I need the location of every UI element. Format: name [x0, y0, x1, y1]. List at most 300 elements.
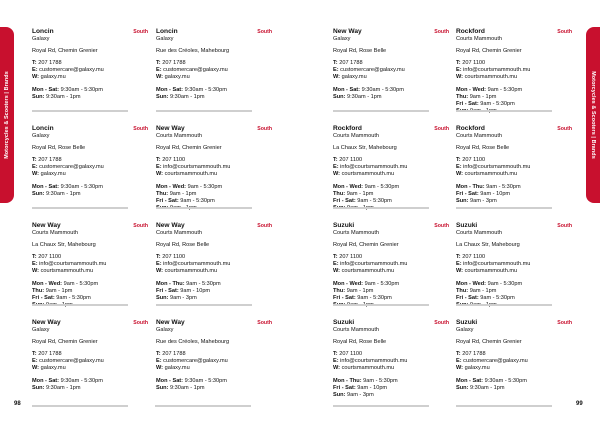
- hours-line: [156, 295, 272, 302]
- website-link[interactable]: courtsmammouth.mu: [341, 268, 395, 275]
- page-number-right: 99: [576, 401, 583, 407]
- region-label: South: [434, 126, 449, 132]
- card-header: [333, 125, 449, 133]
- web-line: W: galaxy.mu: [156, 365, 190, 372]
- brand-name: New Way: [333, 28, 362, 35]
- website-link[interactable]: galaxy.mu: [40, 171, 66, 178]
- card-header: [156, 222, 272, 230]
- hours-time: 9:30am - 5:30pm: [184, 86, 227, 93]
- hours-line: [456, 385, 572, 392]
- hours-line: [333, 198, 449, 205]
- hours-line: [32, 295, 148, 302]
- email-line: E: customercare@galaxy.mu: [156, 67, 228, 74]
- email-link[interactable]: customercare@galaxy.mu: [39, 67, 104, 74]
- dealer-card: [456, 28, 572, 115]
- phone-line: T: 207 1788: [32, 351, 62, 358]
- email-line: E: customercare@galaxy.mu: [156, 358, 228, 365]
- website-link[interactable]: courtsmammouth.mu: [464, 171, 518, 178]
- email-line: E: info@courtsmammouth.mu: [333, 358, 408, 365]
- hours-time: 9am - 1pm: [45, 287, 73, 294]
- address: La Chaux Str, Mahebourg: [456, 242, 520, 249]
- hours-days: Fri - Sat:: [456, 294, 479, 301]
- phone-line: T: 207 1100: [456, 254, 486, 261]
- email-link[interactable]: info@courtsmammouth.mu: [340, 261, 408, 268]
- email-line: E: customercare@galaxy.mu: [333, 67, 405, 74]
- dealer-card: [156, 222, 272, 302]
- region-label: South: [557, 29, 572, 35]
- email-link[interactable]: customercare@galaxy.mu: [39, 164, 104, 171]
- hours-days: Mon - Wed:: [456, 86, 487, 93]
- hours-line: [156, 378, 272, 385]
- hours-time: 9:30am - 5:30pm: [361, 86, 404, 93]
- hours-line: [32, 94, 148, 101]
- card-divider: [333, 207, 429, 209]
- website-link[interactable]: courtsmammouth.mu: [164, 268, 218, 275]
- web-line: W: courtsmammouth.mu: [32, 268, 94, 275]
- contacts: [32, 351, 148, 372]
- spine-tab-right: [586, 27, 600, 203]
- email-link[interactable]: info@courtsmammouth.mu: [463, 164, 531, 171]
- hours-time: 9am - 5:30pm: [186, 280, 221, 287]
- email-link[interactable]: info@courtsmammouth.mu: [39, 261, 107, 268]
- opening-hours: [333, 87, 449, 101]
- web-line: W: courtsmammouth.mu: [333, 171, 395, 178]
- hours-line: [156, 385, 272, 392]
- phone-line: T: 207 1100: [333, 157, 363, 164]
- hours-days: Fri - Sat:: [156, 287, 179, 294]
- hours-days: Fri - Sat:: [333, 294, 356, 301]
- store-name: Courts Mammouth: [156, 230, 203, 237]
- store-name: Courts Mammouth: [32, 230, 79, 237]
- card-header: [32, 319, 148, 327]
- card-divider: [333, 304, 429, 306]
- phone-line: T: 207 1100: [456, 60, 486, 67]
- dealer-card: [32, 28, 148, 101]
- phone-line: T: 207 1788: [156, 60, 186, 67]
- hours-days: Mon - Sat:: [32, 86, 60, 93]
- card-header: [456, 222, 572, 230]
- hours-days: Mon - Wed:: [333, 280, 364, 287]
- card-divider: [333, 110, 429, 112]
- hours-days: Mon - Wed:: [456, 280, 487, 287]
- hours-days: Fri - Sat:: [333, 197, 356, 204]
- hours-line: [456, 295, 572, 302]
- email-line: E: customercare@galaxy.mu: [32, 67, 104, 74]
- address: Royal Rd, Chemin Grenier: [456, 339, 522, 346]
- email-link[interactable]: customercare@galaxy.mu: [39, 358, 104, 365]
- website-link[interactable]: courtsmammouth.mu: [464, 268, 518, 275]
- hours-time: 9:30am - 5:30pm: [60, 86, 103, 93]
- brand-name: Loncin: [156, 28, 178, 35]
- email-link[interactable]: info@courtsmammouth.mu: [163, 261, 231, 268]
- hours-time: 9am - 1pm: [169, 190, 197, 197]
- hours-line: [333, 295, 449, 302]
- hours-time: 9am - 1pm: [469, 93, 497, 100]
- address: Royal Rd, Chemin Grenier: [156, 145, 222, 152]
- email-line: E: info@courtsmammouth.mu: [156, 261, 231, 268]
- dealer-card: [32, 125, 148, 198]
- phone-line: T: 207 1788: [456, 351, 486, 358]
- dealer-card: [156, 319, 272, 392]
- phone: 207 1100: [462, 157, 486, 164]
- hours-days: Mon - Sat:: [32, 183, 60, 190]
- hours-line: [32, 191, 148, 198]
- hours-line: [333, 191, 449, 198]
- web-line: W: courtsmammouth.mu: [156, 171, 218, 178]
- website-link[interactable]: galaxy.mu: [464, 365, 490, 372]
- address: La Chaux Str, Mahebourg: [32, 242, 96, 249]
- web-line: W: galaxy.mu: [32, 74, 66, 81]
- address: Royal Rd, Chemin Grenier: [333, 242, 399, 249]
- hours-time: 9am - 5:30pm: [180, 197, 215, 204]
- store-name: Galaxy: [32, 36, 50, 43]
- hours-time: 9am - 3pm: [470, 197, 497, 204]
- hours-days: Sun:: [333, 93, 346, 100]
- dealer-card: [333, 28, 449, 101]
- website-link[interactable]: courtsmammouth.mu: [464, 74, 518, 81]
- hours-line: [156, 198, 272, 205]
- email-line: E: info@courtsmammouth.mu: [456, 164, 531, 171]
- phone-line: T: 207 1100: [32, 254, 62, 261]
- card-header: [333, 28, 449, 36]
- dealer-card: [456, 125, 572, 205]
- opening-hours: [32, 184, 148, 198]
- region-label: South: [557, 126, 572, 132]
- dealer-card: [156, 28, 272, 101]
- hours-days: Mon - Wed:: [32, 280, 63, 287]
- hours-days: Sun:: [156, 384, 169, 391]
- website-link[interactable]: galaxy.mu: [40, 74, 66, 81]
- phone: 207 1788: [162, 351, 186, 358]
- hours-line: [456, 94, 572, 101]
- website-link[interactable]: courtsmammouth.mu: [164, 171, 218, 178]
- card-divider: [32, 207, 128, 209]
- hours-days: Mon - Sat:: [456, 377, 484, 384]
- card-header: [456, 28, 572, 36]
- hours-line: [156, 281, 272, 288]
- hours-time: 9am - 5:30pm: [363, 377, 398, 384]
- hours-line: [32, 184, 148, 191]
- hours-line: [156, 94, 272, 101]
- hours-days: Fri - Sat:: [32, 294, 55, 301]
- hours-line: [333, 288, 449, 295]
- phone: 207 1788: [462, 351, 486, 358]
- email-link[interactable]: customercare@galaxy.mu: [163, 358, 228, 365]
- hours-days: Fri - Sat:: [456, 100, 479, 107]
- hours-days: Fri - Sat:: [456, 190, 479, 197]
- brand-name: Suzuki: [456, 222, 478, 229]
- hours-time: 9:30am - 1pm: [347, 93, 382, 100]
- phone: 207 1788: [38, 157, 62, 164]
- dealer-card: [32, 222, 148, 309]
- phone-line: T: 207 1788: [156, 351, 186, 358]
- hours-time: 9am - 5:30pm: [487, 280, 523, 287]
- store-name: Galaxy: [333, 36, 351, 43]
- card-header: [156, 28, 272, 36]
- address: Rue des Créoles, Mahebourg: [156, 339, 230, 346]
- dealer-card: [456, 319, 572, 392]
- email-line: E: customercare@galaxy.mu: [456, 358, 528, 365]
- opening-hours: [156, 87, 272, 101]
- card-header: [333, 319, 449, 327]
- brand-name: New Way: [32, 222, 61, 229]
- region-label: South: [557, 223, 572, 229]
- card-header: [32, 222, 148, 230]
- hours-days: Sun:: [32, 384, 45, 391]
- phone: 207 1788: [38, 60, 62, 67]
- hours-days: Mon - Sat:: [32, 377, 60, 384]
- contacts: [156, 157, 272, 178]
- contacts: [456, 60, 572, 81]
- phone-line: T: 207 1100: [333, 351, 363, 358]
- store-name: Courts Mammouth: [456, 36, 503, 43]
- contacts: [156, 60, 272, 81]
- store-name: Galaxy: [156, 36, 174, 43]
- email-line: E: info@courtsmammouth.mu: [156, 164, 231, 171]
- hours-time: 9:30am - 1pm: [46, 190, 81, 197]
- hours-line: [456, 281, 572, 288]
- phone-line: T: 207 1100: [156, 157, 186, 164]
- email-link[interactable]: info@courtsmammouth.mu: [340, 358, 408, 365]
- website-link[interactable]: courtsmammouth.mu: [341, 365, 395, 372]
- footer-divider: [32, 405, 128, 407]
- website-link[interactable]: galaxy.mu: [40, 365, 66, 372]
- store-name: Courts Mammouth: [333, 133, 380, 140]
- hours-time: 9am - 5:30pm: [357, 197, 392, 204]
- brand-name: New Way: [32, 319, 61, 326]
- brand-name: New Way: [156, 222, 185, 229]
- brand-name: Loncin: [32, 125, 54, 132]
- email-line: E: customercare@galaxy.mu: [32, 358, 104, 365]
- web-line: W: courtsmammouth.mu: [456, 171, 518, 178]
- phone: 207 1788: [162, 60, 186, 67]
- card-divider: [456, 304, 552, 306]
- hours-line: [333, 385, 449, 392]
- footer-divider: [456, 405, 552, 407]
- hours-time: 9am - 5:30pm: [487, 86, 523, 93]
- hours-days: Thu:: [333, 287, 346, 294]
- card-header: [156, 125, 272, 133]
- hours-line: [156, 184, 272, 191]
- hours-days: Thu:: [456, 93, 469, 100]
- phone-line: T: 207 1788: [32, 157, 62, 164]
- hours-days: Thu:: [32, 287, 45, 294]
- dealer-card: [156, 125, 272, 212]
- website-link[interactable]: galaxy.mu: [164, 365, 190, 372]
- spine-label: Motorcycles & Scooters | Brands: [590, 71, 596, 159]
- spine-label: Motorcycles & Scooters | Brands: [4, 71, 10, 159]
- web-line: W: galaxy.mu: [333, 74, 367, 81]
- address: Royal Rd, Rose Belle: [456, 145, 510, 152]
- hours-days: Mon - Thu:: [333, 377, 362, 384]
- email-link[interactable]: customercare@galaxy.mu: [463, 358, 528, 365]
- hours-time: 9am - 3pm: [170, 294, 197, 301]
- hours-line: [32, 288, 148, 295]
- contacts: [333, 254, 449, 275]
- card-header: [456, 319, 572, 327]
- opening-hours: [32, 378, 148, 392]
- hours-line: [456, 101, 572, 108]
- hours-line: [333, 87, 449, 94]
- contacts: [156, 351, 272, 372]
- footer-divider: [333, 405, 429, 407]
- hours-line: [333, 184, 449, 191]
- hours-time: 9:30am - 5:30pm: [484, 377, 527, 384]
- opening-hours: [32, 87, 148, 101]
- phone: 207 1100: [462, 254, 486, 261]
- dealer-card: [32, 319, 148, 392]
- address: Royal Rd, Chemin Grenier: [456, 48, 522, 55]
- brand-name: Loncin: [32, 28, 54, 35]
- hours-time: 9am - 5:30pm: [364, 280, 400, 287]
- contacts: [156, 254, 272, 275]
- email-link[interactable]: customercare@galaxy.mu: [340, 67, 405, 74]
- hours-days: Fri - Sat:: [333, 384, 356, 391]
- card-divider: [456, 207, 552, 209]
- hours-line: [156, 191, 272, 198]
- phone-line: T: 207 1788: [32, 60, 62, 67]
- hours-days: Mon - Sat:: [333, 86, 361, 93]
- hours-days: Fri - Sat:: [156, 197, 179, 204]
- hours-time: 9am - 10pm: [480, 190, 511, 197]
- hours-line: [456, 288, 572, 295]
- opening-hours: [456, 184, 572, 205]
- brand-name: Suzuki: [333, 319, 355, 326]
- hours-time: 9:30am - 1pm: [46, 384, 81, 391]
- card-divider: [156, 304, 252, 306]
- dealer-card: [333, 319, 449, 399]
- website-link[interactable]: galaxy.mu: [341, 74, 367, 81]
- hours-days: Mon - Wed:: [156, 183, 187, 190]
- phone: 207 1100: [339, 351, 363, 358]
- email-link[interactable]: info@courtsmammouth.mu: [163, 164, 231, 171]
- phone: 207 1100: [38, 254, 62, 261]
- email-line: E: customercare@galaxy.mu: [32, 164, 104, 171]
- hours-time: 9am - 3pm: [347, 391, 374, 398]
- email-line: E: info@courtsmammouth.mu: [456, 261, 531, 268]
- dealer-card: [456, 222, 572, 309]
- contacts: [333, 157, 449, 178]
- hours-line: [333, 392, 449, 399]
- store-name: Galaxy: [32, 133, 50, 140]
- phone: 207 1100: [162, 254, 186, 261]
- hours-line: [333, 281, 449, 288]
- contacts: [32, 60, 148, 81]
- phone-line: T: 207 1100: [456, 157, 486, 164]
- hours-days: Mon - Sat:: [156, 86, 184, 93]
- hours-time: 9:30am - 5:30pm: [184, 377, 227, 384]
- email-link[interactable]: info@courtsmammouth.mu: [463, 261, 531, 268]
- hours-line: [456, 378, 572, 385]
- web-line: W: galaxy.mu: [156, 74, 190, 81]
- web-line: W: courtsmammouth.mu: [333, 268, 395, 275]
- address: Royal Rd, Rose Belle: [333, 339, 387, 346]
- web-line: W: courtsmammouth.mu: [456, 268, 518, 275]
- hours-time: 9am - 5:30pm: [364, 183, 400, 190]
- hours-line: [333, 378, 449, 385]
- hours-time: 9am - 10pm: [180, 287, 211, 294]
- hours-line: [456, 198, 572, 205]
- hours-days: Mon - Sat:: [156, 377, 184, 384]
- email-link[interactable]: info@courtsmammouth.mu: [340, 164, 408, 171]
- hours-time: 9am - 5:30pm: [56, 294, 91, 301]
- hours-line: [156, 288, 272, 295]
- web-line: W: courtsmammouth.mu: [156, 268, 218, 275]
- web-line: W: galaxy.mu: [32, 365, 66, 372]
- store-name: Galaxy: [32, 327, 50, 334]
- card-divider: [156, 110, 252, 112]
- email-line: E: info@courtsmammouth.mu: [333, 164, 408, 171]
- email-link[interactable]: info@courtsmammouth.mu: [463, 67, 531, 74]
- hours-time: 9am - 5:30pm: [187, 183, 223, 190]
- contacts: [456, 351, 572, 372]
- region-label: South: [257, 223, 272, 229]
- hours-line: [456, 87, 572, 94]
- web-line: W: galaxy.mu: [456, 365, 490, 372]
- web-line: W: courtsmammouth.mu: [456, 74, 518, 81]
- hours-line: [456, 191, 572, 198]
- email-link[interactable]: customercare@galaxy.mu: [163, 67, 228, 74]
- contacts: [333, 351, 449, 372]
- hours-days: Mon - Thu:: [156, 280, 185, 287]
- phone: 207 1788: [339, 60, 363, 67]
- hours-line: [32, 87, 148, 94]
- address: Royal Rd, Chemin Grenier: [32, 339, 98, 346]
- phone: 207 1100: [339, 254, 363, 261]
- phone: 207 1100: [462, 60, 486, 67]
- website-link[interactable]: courtsmammouth.mu: [40, 268, 94, 275]
- address: La Chaux Str, Mahebourg: [333, 145, 397, 152]
- brand-name: Rockford: [333, 125, 362, 132]
- contacts: [456, 254, 572, 275]
- card-header: [456, 125, 572, 133]
- region-label: South: [133, 29, 148, 35]
- hours-days: Sun:: [156, 93, 169, 100]
- region-label: South: [257, 126, 272, 132]
- web-line: W: courtsmammouth.mu: [333, 365, 395, 372]
- contacts: [32, 254, 148, 275]
- hours-time: 9:30am - 1pm: [170, 384, 205, 391]
- store-name: Courts Mammouth: [456, 133, 503, 140]
- card-header: [333, 222, 449, 230]
- phone-line: T: 207 1100: [333, 254, 363, 261]
- website-link[interactable]: courtsmammouth.mu: [341, 171, 395, 178]
- hours-days: Thu:: [456, 287, 469, 294]
- hours-time: 9am - 1pm: [469, 287, 497, 294]
- card-header: [156, 319, 272, 327]
- region-label: South: [557, 320, 572, 326]
- region-label: South: [434, 320, 449, 326]
- region-label: South: [434, 29, 449, 35]
- contacts: [456, 157, 572, 178]
- opening-hours: [456, 378, 572, 392]
- hours-line: [333, 94, 449, 101]
- card-divider: [32, 304, 128, 306]
- hours-days: Sun:: [456, 197, 469, 204]
- address: Royal Rd, Rose Belle: [333, 48, 387, 55]
- store-name: Courts Mammouth: [333, 230, 380, 237]
- hours-days: Sun:: [32, 190, 45, 197]
- website-link[interactable]: galaxy.mu: [164, 74, 190, 81]
- hours-time: 9:30am - 5:30pm: [60, 183, 103, 190]
- opening-hours: [156, 378, 272, 392]
- hours-line: [32, 281, 148, 288]
- footer-divider: [155, 405, 251, 407]
- page-number-left: 98: [14, 401, 21, 407]
- region-label: South: [133, 320, 148, 326]
- brand-name: Suzuki: [456, 319, 478, 326]
- region-label: South: [257, 29, 272, 35]
